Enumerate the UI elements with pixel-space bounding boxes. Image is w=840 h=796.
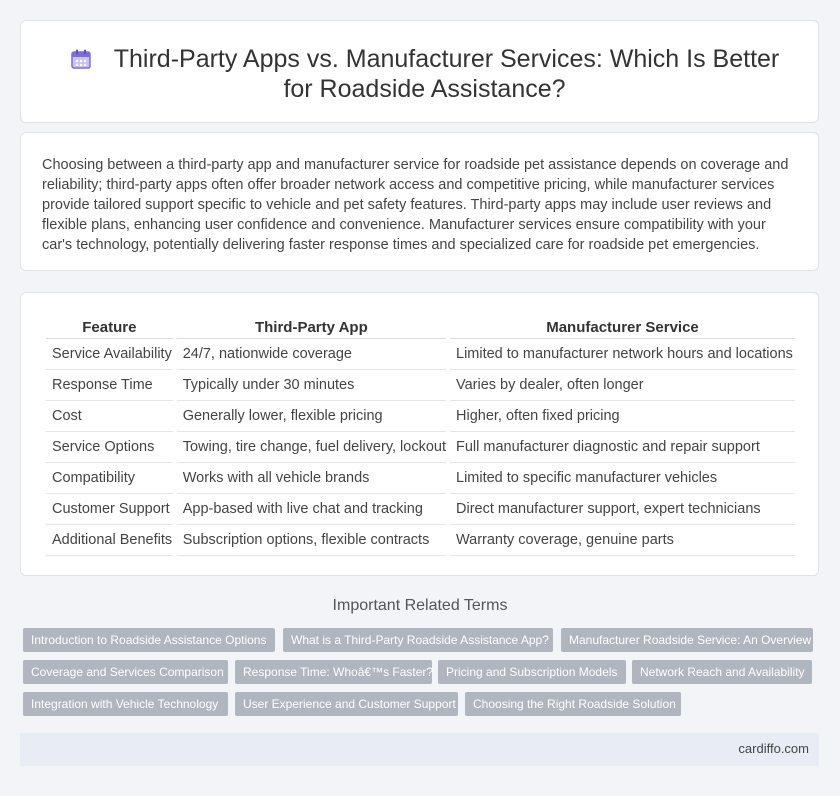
header-manufacturer: Manufacturer Service — [450, 317, 795, 339]
third-party-cell: Subscription options, flexible contracts — [177, 525, 446, 556]
table-row — [46, 370, 795, 401]
manufacturer-cell: Direct manufacturer support, expert technicians — [450, 494, 795, 525]
related-term-tag[interactable]: Integration with Vehicle Technology — [23, 692, 228, 716]
manufacturer-cell: Higher, often fixed pricing — [450, 401, 795, 432]
table-header-row — [46, 317, 795, 339]
table-row — [46, 401, 795, 432]
intro-paragraph: Choosing between a third-party app and manufacturer service for roadside pet assistance depends on coverage and reliability; third-party apps often offer broader network access and competitive pricing, while manufacturer services provide tailored support specific to vehicle and pet safety features. Third-party apps may include user reviews and flexible plans, enhancing user confidence and convenience. Manufacturer services ensure compatibility with your car's technology, potentially delivering faster response times and specialized care for roadside pet emergencies. — [42, 157, 789, 253]
table-row — [46, 494, 795, 525]
third-party-cell: Works with all vehicle brands — [177, 463, 446, 494]
intro-card — [20, 132, 819, 271]
feature-cell: Service Options — [46, 432, 173, 463]
page-title-text: Third-Party Apps vs. Manufacturer Services: Which Is Better for Roadside Assistance? — [113, 45, 780, 103]
third-party-cell: Towing, tire change, fuel delivery, lockout — [177, 432, 446, 463]
table-row — [46, 525, 795, 556]
header-third-party: Third-Party App — [177, 317, 446, 339]
header-feature: Feature — [46, 317, 173, 339]
manufacturer-cell: Varies by dealer, often longer — [450, 370, 795, 401]
related-term-tag[interactable]: User Experience and Customer Support — [235, 692, 458, 716]
calendar-icon — [70, 48, 92, 70]
header-card — [20, 20, 819, 123]
related-term-tag[interactable]: Introduction to Roadside Assistance Options — [23, 628, 275, 652]
manufacturer-cell: Full manufacturer diagnostic and repair support — [450, 432, 795, 463]
table-row — [46, 463, 795, 494]
related-term-tag[interactable]: Pricing and Subscription Models — [438, 660, 626, 684]
manufacturer-cell: Warranty coverage, genuine parts — [450, 525, 795, 556]
feature-cell: Service Availability — [46, 339, 173, 370]
third-party-cell: Typically under 30 minutes — [177, 370, 446, 401]
footer — [20, 733, 819, 766]
third-party-cell: App-based with live chat and tracking — [177, 494, 446, 525]
comparison-table — [42, 317, 799, 556]
related-term-tag[interactable]: Coverage and Services Comparison — [23, 660, 228, 684]
related-term-tag[interactable]: Choosing the Right Roadside Solution — [465, 692, 681, 716]
related-terms-title: Important Related Terms — [332, 597, 508, 614]
related-term-tag[interactable]: Response Time: Whoâ€™s Faster? — [235, 660, 432, 684]
feature-cell: Cost — [46, 401, 173, 432]
related-term-tag[interactable]: What is a Third-Party Roadside Assistance App? — [283, 628, 553, 652]
table-row — [46, 432, 795, 463]
related-term-tag[interactable]: Network Reach and Availability — [632, 660, 812, 684]
related-term-tag[interactable]: Manufacturer Roadside Service: An Overview — [561, 628, 813, 652]
third-party-cell: 24/7, nationwide coverage — [177, 339, 446, 370]
comparison-card — [20, 292, 819, 576]
feature-cell: Compatibility — [46, 463, 173, 494]
feature-cell: Customer Support — [46, 494, 173, 525]
feature-cell: Additional Benefits — [46, 525, 173, 556]
feature-cell: Response Time — [46, 370, 173, 401]
site-name[interactable]: cardiffo.com — [738, 741, 809, 756]
manufacturer-cell: Limited to manufacturer network hours and locations — [450, 339, 795, 370]
table-row — [46, 339, 795, 370]
manufacturer-cell: Limited to specific manufacturer vehicles — [450, 463, 795, 494]
page-title — [61, 44, 788, 104]
third-party-cell: Generally lower, flexible pricing — [177, 401, 446, 432]
